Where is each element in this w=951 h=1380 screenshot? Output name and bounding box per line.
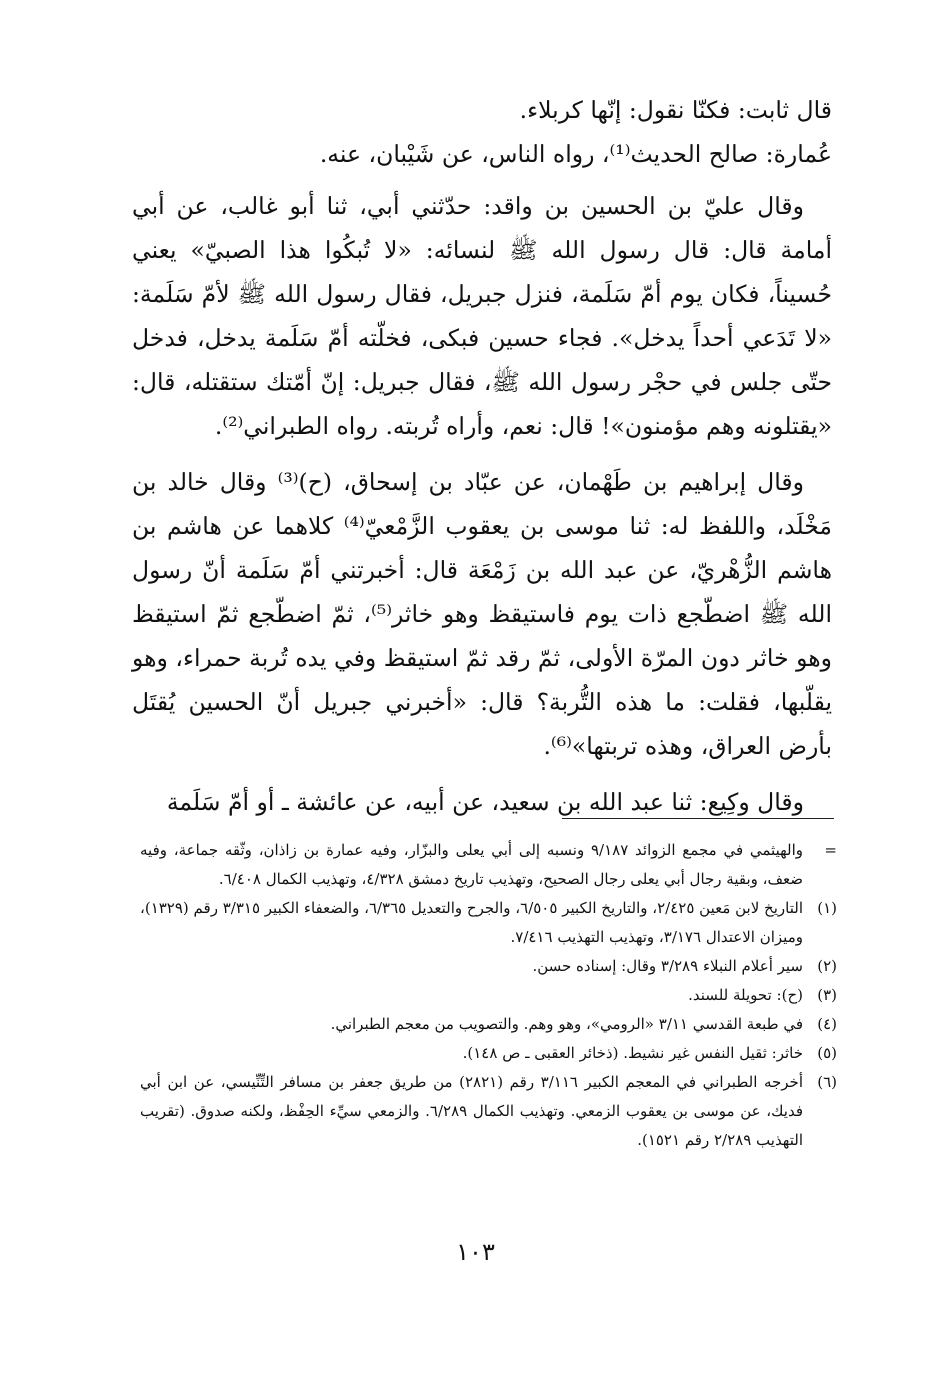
paragraph-thabit: قال ثابت: فكنّا نقول: إنّها كربلاء. xyxy=(519,96,832,124)
footnote-text: (ح): تحويلة للسند. xyxy=(688,986,803,1004)
footnote-6 xyxy=(140,1068,837,1155)
paragraph-waki: وقال وكِيع: ثنا عبد الله بن سعيد، عن أبيه، عن عائشة ـ أو أمّ سَلَمة xyxy=(166,788,804,816)
footnote-1 xyxy=(140,894,837,952)
footnote-text: خاثر: ثقيل النفس غير نشيط. (ذخائر العقبى ـ ص ١٤٨). xyxy=(462,1044,803,1062)
footnote-marker: (٢) xyxy=(817,957,837,975)
footnote-text: أخرجه الطبراني في المعجم الكبير ٣/١١٦ رقم (٢٨٢١) من طريق جعفر بن مسافر التِّنِّيسي، عن ابن أبي فديك، عن موسى بن يعقوب الزمعي. وتهذيب الكمال ٦/٢٨٩. والزمعي سيِّء الحِفْظ، ولكنه صدوق. (تقريب التهذيب ٢/٢٨٩ رقم ١٥٢١). xyxy=(140,1073,803,1149)
footnote-divider xyxy=(562,818,834,819)
paragraph-ibrahim-bin-tahman: وقال إبراهيم بن طَهْمان، عن عبّاد بن إسحاق، (ح)⁽³⁾ وقال خالد بن مَخْلَد، واللفظ له: ثنا موسى بن يعقوب الزَّمْعيّ⁽⁴⁾ كلاهما عن هاشم بن هاشم الزُّهْريّ، عن عبد الله بن زَمْعَة قال: أخبرتني أمّ سَلَمة أنّ رسول الله ﷺ اضطّجع ذات يوم فاستيقظ وهو خاثر⁽⁵⁾، ثمّ اضطّجع ثمّ استيقظ وهو خاثر دون المرّة الأولى، ثمّ رقد ثمّ استيقظ وفي يده تُربة حمراء، وهو يقلّبها، فقلت: ما هذه التُّربة؟ قال: «أخبرني جبريل أنّ الحسين يُقتَل بأرض العراق، وهذه تربتها»⁽⁶⁾. xyxy=(132,468,832,760)
paragraph-ali-bin-husayn: وقال عليّ بن الحسين بن واقد: حدّثني أبي، ثنا أبو غالب، عن أبي أمامة قال: قال رسول الله ﷺ لنسائه: «لا تُبكُوا هذا الصبيّ» يعني حُسيناً، فكان يوم أمّ سَلَمة، فنزل جبريل، فقال رسول الله ﷺ لأمّ سَلَمة: «لا تَدَعي أحداً يدخل». فجاء حسين فبكى، فخلّته أمّ سَلَمة يدخل، فدخل حتّى جلس في حجْر رسول الله ﷺ، فقال جبريل: إنّ أمّتك ستقتله، قال: «يقتلونه وهم مؤمنون»! قال: نعم، وأراه تُربته. رواه الطبراني⁽²⁾. xyxy=(132,192,833,440)
footnote-marker: (٦) xyxy=(817,1073,837,1091)
footnote-5 xyxy=(140,1039,837,1068)
footnote-text: التاريخ لابن مَعين ٢/٤٢٥، والتاريخ الكبير ٦/٥٠٥، والجرح والتعديل ٦/٣٦٥، والضعفاء الكبير ٣/٣١٥ رقم (١٣٢٩)، وميزان الاعتدال ٣/١٧٦، وتهذيب التهذيب ٧/٤١٦. xyxy=(139,899,803,946)
page-number: ١٠٣ xyxy=(456,1238,495,1266)
footnote-marker: = xyxy=(824,841,837,859)
footnote-continuation xyxy=(140,836,837,894)
footnote-4 xyxy=(140,1010,837,1039)
footnote-2 xyxy=(140,952,837,981)
footnote-marker: (٣) xyxy=(817,986,837,1004)
footnote-text: في طبعة القدسي ٣/١١ «الرومي»، وهو وهم. والتصويب من معجم الطبراني. xyxy=(330,1015,803,1033)
footnote-text: سير أعلام النبلاء ٣/٢٨٩ وقال: إسناده حسن. xyxy=(532,957,803,975)
paragraph-umara: عُمارة: صالح الحديث⁽¹⁾، رواه الناس، عن شَيْبان، عنه. xyxy=(319,140,832,168)
footnote-text: والهيثمي في مجمع الزوائد ٩/١٨٧ ونسبه إلى أبي يعلى والبزّار، وفيه عمارة بن زاذان، وثّقه جماعة، وفيه ضعف، وبقية رجال أبي يعلى رجال الصحيح، وتهذيب تاريخ دمشق ٤/٣٢٨، وتهذيب الكمال ٦/٤٠٨. xyxy=(140,841,804,888)
footnote-marker: (٥) xyxy=(817,1044,837,1062)
footnote-marker: (١) xyxy=(817,899,837,917)
footnotes xyxy=(140,836,837,1155)
footnote-marker: (٤) xyxy=(817,1015,837,1033)
main-text xyxy=(132,88,832,824)
footnote-3 xyxy=(140,981,837,1010)
